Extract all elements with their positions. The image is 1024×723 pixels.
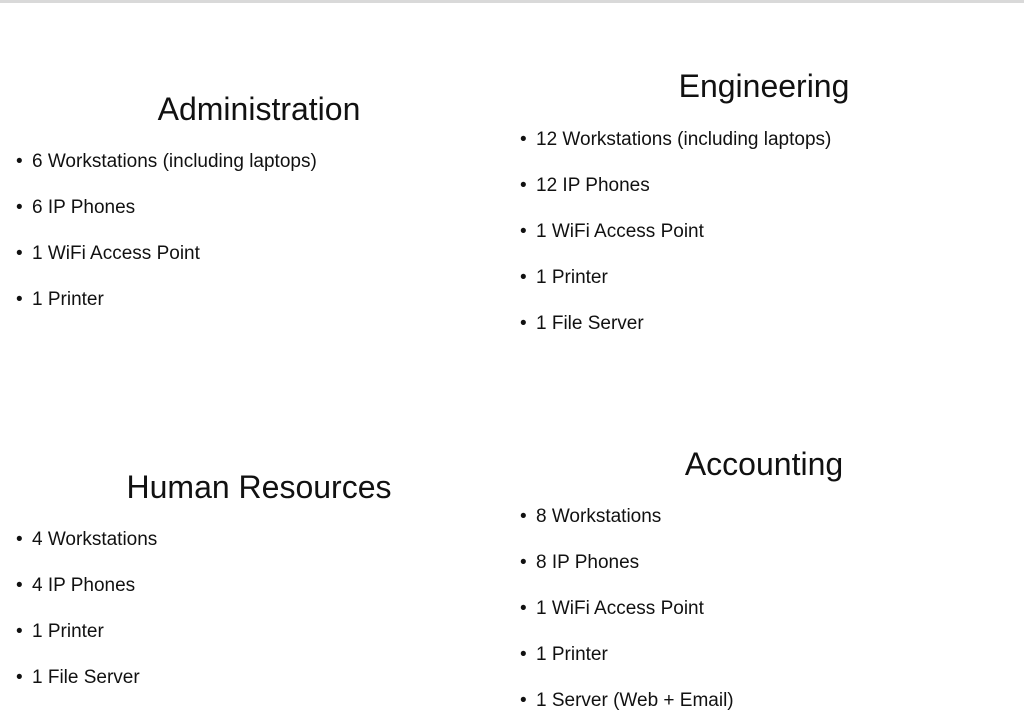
- bullet: •: [520, 552, 527, 573]
- bullet: •: [16, 621, 23, 642]
- item-text: 12 Workstations (including laptops): [536, 129, 832, 150]
- list-item: [520, 690, 734, 712]
- bullet: •: [520, 175, 527, 196]
- list-item: [16, 621, 157, 643]
- list-accounting: [520, 506, 734, 723]
- bullet: •: [16, 243, 23, 264]
- item-text: 1 WiFi Access Point: [32, 243, 200, 264]
- item-text: 12 IP Phones: [536, 175, 650, 196]
- bullet: •: [16, 667, 23, 688]
- list-item: [520, 313, 831, 335]
- list-item: [16, 289, 317, 311]
- section-title-administration: Administration: [157, 91, 361, 127]
- item-text: 8 Workstations: [536, 506, 662, 527]
- bullet: •: [16, 197, 23, 218]
- list-item: [520, 644, 734, 666]
- list-item: [16, 529, 157, 551]
- item-text: 6 IP Phones: [32, 197, 136, 218]
- list-human-resources: [16, 529, 157, 713]
- item-text: 4 Workstations: [32, 529, 158, 550]
- section-title-accounting: Accounting: [684, 446, 844, 482]
- bullet: •: [520, 313, 527, 334]
- item-text: 1 WiFi Access Point: [536, 598, 704, 619]
- bullet: •: [520, 129, 527, 150]
- list-item: [520, 267, 831, 289]
- item-text: 1 Printer: [32, 621, 104, 642]
- item-text: 1 Printer: [536, 267, 608, 288]
- section-title-human-resources: Human Resources: [126, 469, 392, 505]
- list-item: [520, 221, 831, 243]
- list-item: [520, 506, 734, 528]
- section-title-engineering: Engineering: [678, 68, 850, 104]
- bullet: •: [520, 644, 527, 665]
- bullet: •: [16, 289, 23, 310]
- bullet: •: [16, 529, 23, 550]
- item-text: 1 Server (Web + Email): [536, 690, 734, 711]
- item-text: 1 File Server: [536, 313, 644, 334]
- item-text: 6 Workstations (including laptops): [32, 151, 317, 172]
- list-item: [16, 197, 317, 219]
- item-text: 4 IP Phones: [32, 575, 136, 596]
- list-item: [16, 667, 157, 689]
- bullet: •: [520, 267, 527, 288]
- top-divider: [0, 0, 1024, 3]
- list-item: [16, 151, 317, 173]
- list-item: [520, 552, 734, 574]
- item-text: 1 Printer: [32, 289, 104, 310]
- list-item: [520, 129, 831, 151]
- list-item: [16, 243, 317, 265]
- bullet: •: [520, 598, 527, 619]
- list-administration: [16, 151, 317, 335]
- list-item: [16, 575, 157, 597]
- list-item: [520, 175, 831, 197]
- item-text: 8 IP Phones: [536, 552, 640, 573]
- bullet: •: [520, 506, 527, 527]
- list-item: [520, 598, 734, 620]
- item-text: 1 Printer: [536, 644, 608, 665]
- bullet: •: [520, 221, 527, 242]
- list-engineering: [520, 129, 831, 359]
- item-text: 1 WiFi Access Point: [536, 221, 704, 242]
- bullet: •: [16, 151, 23, 172]
- bullet: •: [16, 575, 23, 596]
- bullet: •: [520, 690, 527, 711]
- item-text: 1 File Server: [32, 667, 140, 688]
